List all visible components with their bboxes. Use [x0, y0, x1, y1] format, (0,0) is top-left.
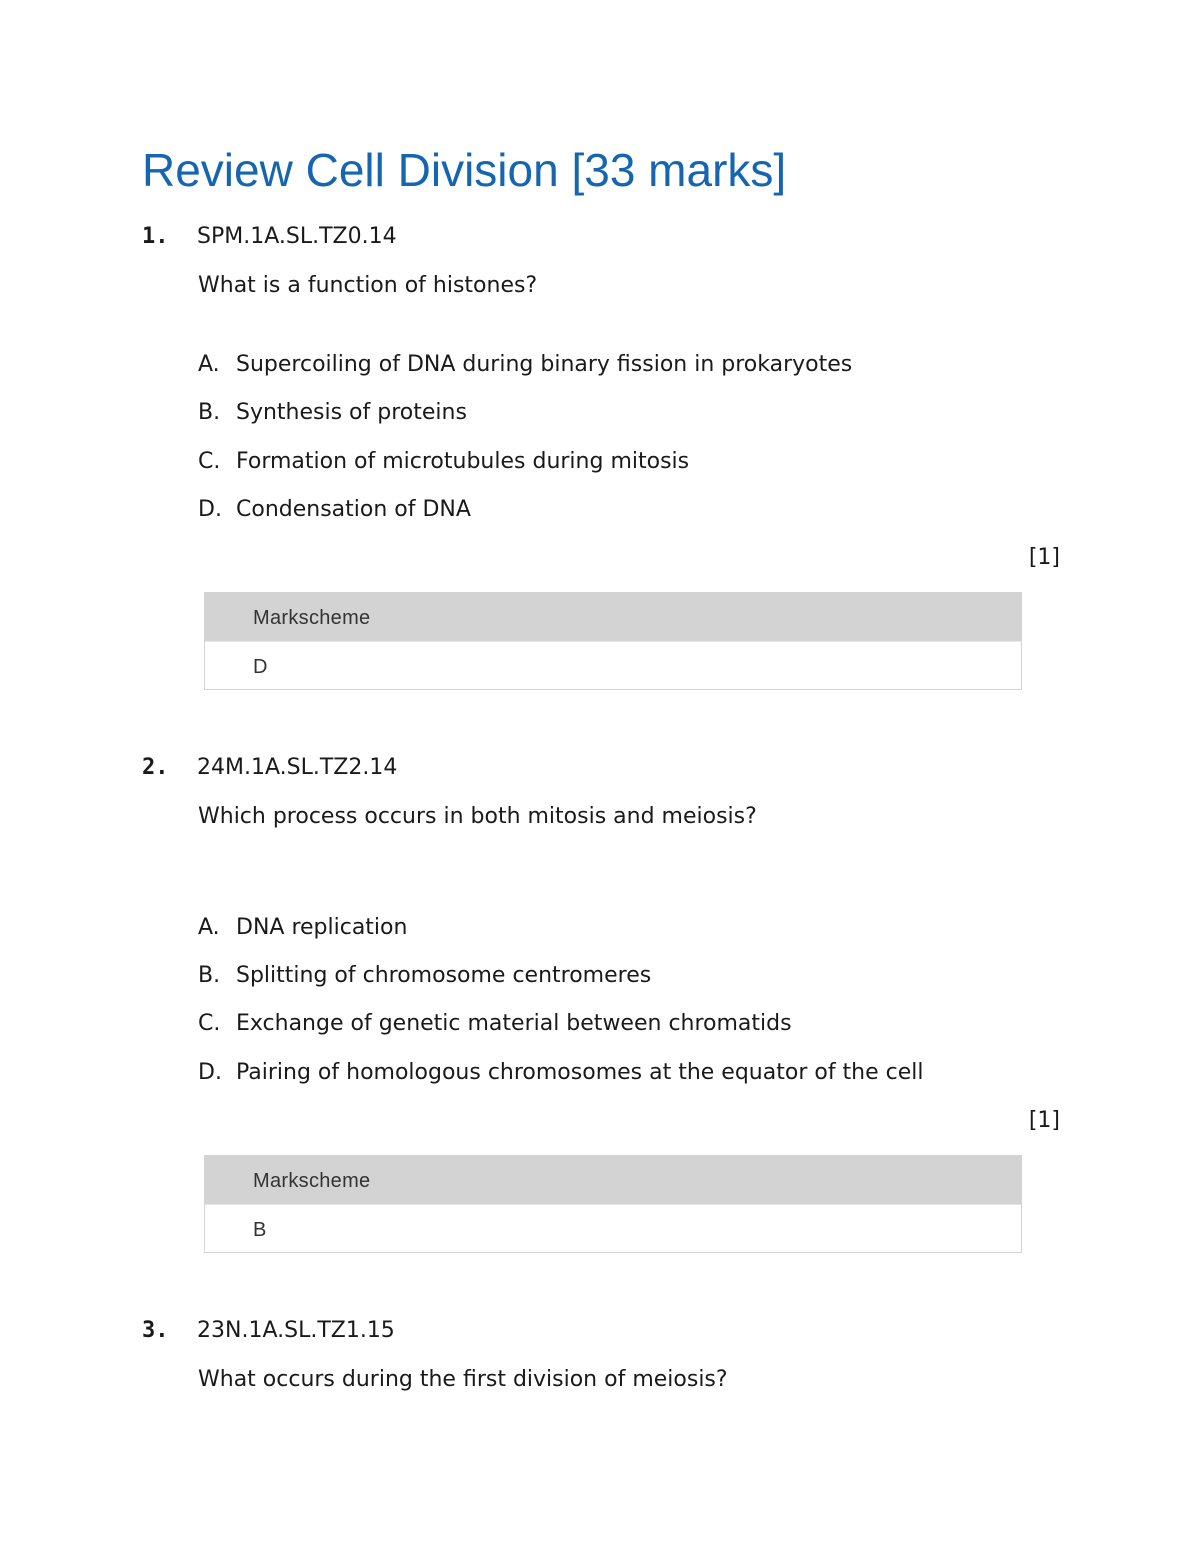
option-letter: C.: [198, 449, 221, 474]
option-text: Pairing of homologous chromosomes at the equator of the cell: [236, 1060, 924, 1085]
question-2-option-b: [198, 961, 651, 991]
question-1-option-a: [198, 350, 852, 380]
option-letter: B.: [198, 400, 221, 425]
option-text: Formation of microtubules during mitosis: [236, 449, 690, 474]
option-letter: A.: [198, 352, 220, 377]
markscheme-answer: D: [205, 641, 1021, 689]
question-1-code: SPM.1A.SL.TZ0.14: [197, 224, 397, 249]
markscheme-header[interactable]: Markscheme: [205, 593, 1021, 641]
question-1-text: What is a function of histones?: [198, 273, 538, 298]
option-letter: D.: [198, 1060, 222, 1085]
option-letter: C.: [198, 1011, 221, 1036]
markscheme-answer: B: [205, 1204, 1021, 1252]
question-2-option-d: [198, 1058, 924, 1088]
question-1-option-b: [198, 398, 467, 428]
question-3-text: What occurs during the first division of meiosis?: [198, 1367, 728, 1392]
question-2-option-a: [198, 913, 407, 943]
question-2-code: 24M.1A.SL.TZ2.14: [197, 755, 398, 780]
question-2-text: Which process occurs in both mitosis and meiosis?: [198, 804, 757, 829]
markscheme-header[interactable]: Markscheme: [205, 1156, 1021, 1204]
question-1-markscheme[interactable]: [204, 592, 1022, 690]
question-1-marks: [1]: [1028, 545, 1060, 570]
option-text: Condensation of DNA: [236, 497, 471, 522]
option-letter: D.: [198, 497, 222, 522]
option-text: Splitting of chromosome centromeres: [236, 963, 652, 988]
option-letter: B.: [198, 963, 221, 988]
question-1-option-c: [198, 447, 689, 477]
option-letter: A.: [198, 915, 220, 940]
page-title: Review Cell Division [33 marks]: [142, 144, 787, 196]
question-2-marks: [1]: [1028, 1108, 1060, 1133]
question-3-number: 3.: [142, 1318, 169, 1343]
question-2-markscheme[interactable]: [204, 1155, 1022, 1253]
question-2-number: 2.: [142, 755, 169, 780]
option-text: DNA replication: [236, 915, 408, 940]
question-1-number: 1.: [142, 224, 169, 249]
question-3-code: 23N.1A.SL.TZ1.15: [197, 1318, 395, 1343]
option-text: Supercoiling of DNA during binary fission in prokaryotes: [236, 352, 853, 377]
question-2-option-c: [198, 1009, 792, 1039]
option-text: Synthesis of proteins: [236, 400, 467, 425]
option-text: Exchange of genetic material between chromatids: [236, 1011, 792, 1036]
question-1-option-d: [198, 495, 471, 525]
